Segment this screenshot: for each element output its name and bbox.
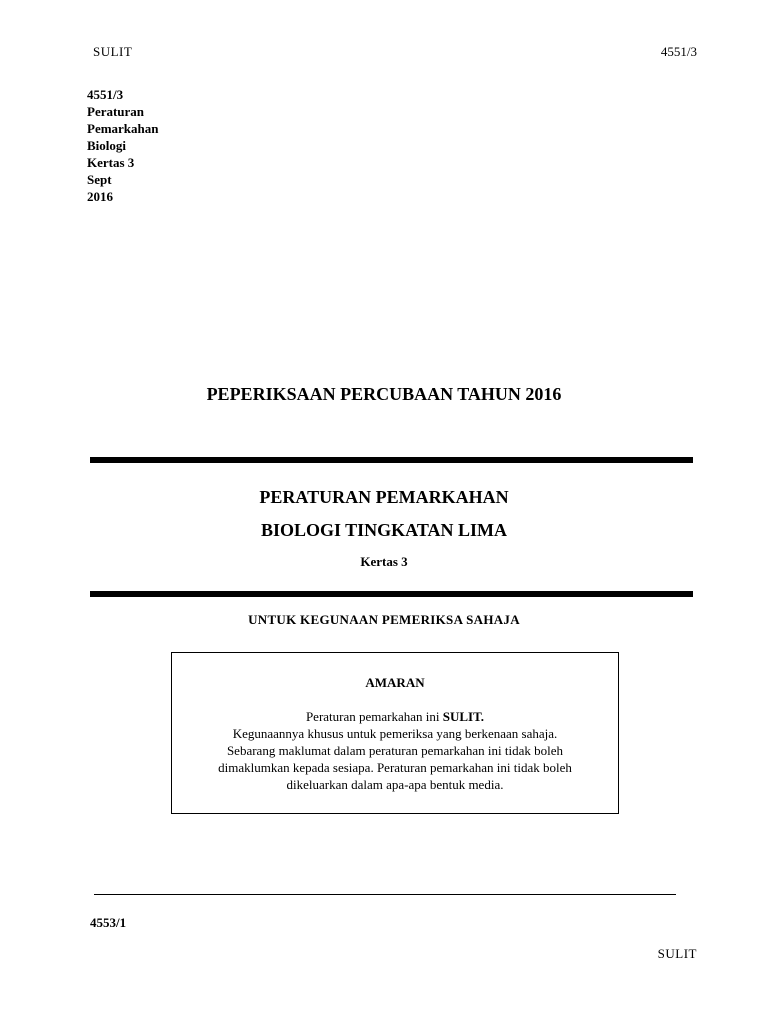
header-classification: SULIT bbox=[93, 44, 133, 59]
thick-divider-top bbox=[90, 457, 693, 463]
meta-subject: Biologi bbox=[87, 138, 127, 153]
warning-line-1 bbox=[172, 708, 618, 725]
warning-title: AMARAN bbox=[365, 675, 425, 690]
warning-sulit-emphasis: SULIT. bbox=[442, 709, 485, 724]
meta-line-pemarkahan: Pemarkahan bbox=[87, 121, 159, 136]
warning-line-2: Kegunaannya khusus untuk pemeriksa yang berkenaan sahaja. bbox=[232, 726, 558, 741]
footer-paper-code: 4553/1 bbox=[90, 915, 127, 930]
warning-line-1-text: Peraturan pemarkahan ini bbox=[305, 709, 443, 724]
document-subtitle: BIOLOGI TINGKATAN LIMA bbox=[260, 520, 508, 540]
warning-line-5: dikeluarkan dalam apa-apa bentuk media. bbox=[286, 777, 504, 792]
exam-title: PEPERIKSAAN PERCUBAAN TAHUN 2016 bbox=[206, 384, 562, 404]
document-meta-block bbox=[87, 86, 159, 205]
meta-month: Sept bbox=[87, 172, 112, 187]
footer-classification: SULIT bbox=[657, 946, 697, 961]
warning-line-4: dimaklumkan kepada sesiapa. Peraturan pemarkahan ini tidak boleh bbox=[218, 760, 572, 775]
meta-paper: Kertas 3 bbox=[87, 155, 135, 170]
warning-body bbox=[172, 708, 618, 793]
warning-box bbox=[171, 652, 619, 814]
document-paper-label: Kertas 3 bbox=[360, 554, 408, 569]
warning-line-3: Sebarang maklumat dalam peraturan pemarkahan ini tidak boleh bbox=[226, 743, 564, 758]
footer-divider bbox=[94, 894, 676, 895]
header-paper-code: 4551/3 bbox=[660, 44, 697, 59]
meta-code: 4551/3 bbox=[87, 87, 124, 102]
thick-divider-bottom bbox=[90, 591, 693, 597]
meta-year: 2016 bbox=[87, 189, 113, 204]
meta-line-peraturan: Peraturan bbox=[87, 104, 145, 119]
examiner-use-note: UNTUK KEGUNAAN PEMERIKSA SAHAJA bbox=[248, 612, 520, 627]
document-title: PERATURAN PEMARKAHAN bbox=[259, 487, 509, 507]
